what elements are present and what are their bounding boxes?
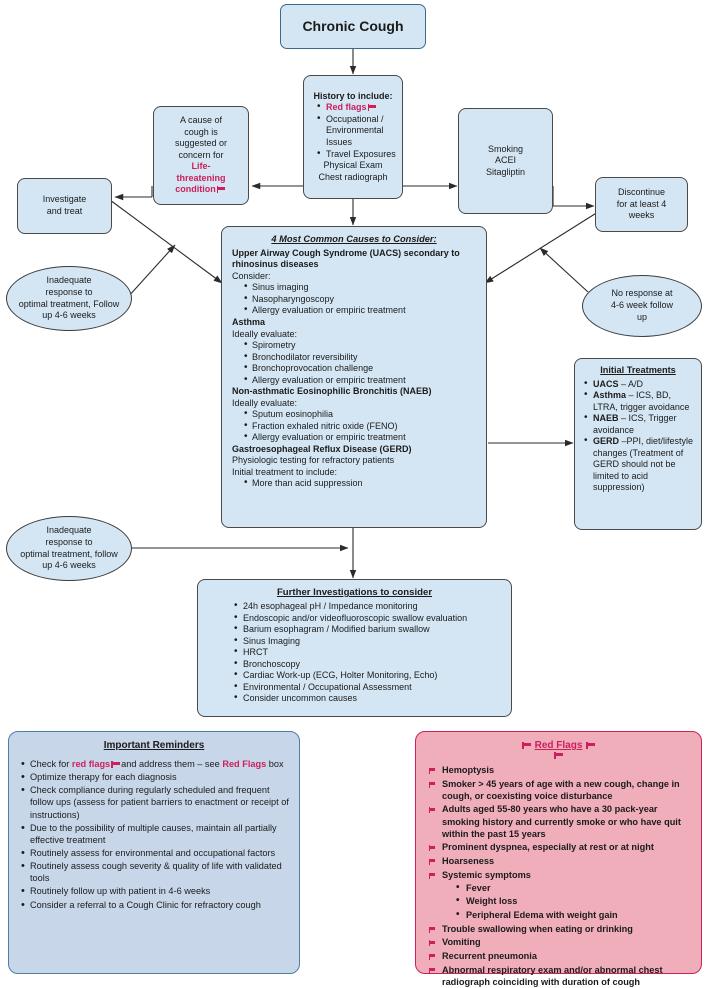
discontinue-line-1: Discontinue (617, 187, 666, 198)
red-flag-icon (586, 742, 595, 749)
list-item: • UACS – A/D (584, 379, 694, 391)
list-item: Adults aged 55-80 years who have a 30 pack-year smoking history and currently smoke or who have quit within the past 15 years (426, 803, 691, 839)
red-flag-icon (554, 752, 563, 759)
inad-bot-4: up 4-6 weeks (42, 560, 96, 571)
cause-red-1: Life- (191, 161, 211, 172)
inad-bot-2: response to (45, 536, 93, 547)
list-item: Smoker > 45 years of age with a new cough, change in cough, or coexisting voice disturbance (426, 778, 691, 802)
smoking-line-2: ACEI (494, 155, 516, 166)
list-item: • Occupational / Environmental Issues (317, 114, 397, 149)
red-flags-title-wrap (426, 740, 691, 760)
list-item: • Bronchoprovocation challenge (244, 363, 476, 375)
cause-red-3: condition (175, 184, 216, 195)
list-item: Hoarseness (426, 855, 691, 867)
list-item: • Bronchodilator reversibility (244, 352, 476, 364)
gerd-subtitle: Physiologic testing for refractory patients (232, 455, 395, 466)
list-item: • Check for red flags and address them – see Red Flags box (19, 758, 289, 770)
node-cause-suggested (153, 106, 249, 205)
list-item: • Optimize therapy for each diagnosis (19, 771, 289, 783)
inad-bot-3: optimal treatment, follow (20, 548, 118, 559)
further-inv-list (210, 601, 499, 705)
node-common-causes (221, 226, 487, 528)
node-discontinue (595, 177, 688, 232)
list-item: • Weight loss (456, 895, 691, 907)
asthma-subtitle: Ideally evaluate: (232, 328, 298, 339)
node-investigate-and-treat (17, 178, 112, 234)
cause-line-2: cough is (184, 126, 218, 137)
smoking-line-3: Sitagliptin (485, 166, 526, 177)
list-item: Systemic symptoms • Fever • Weight loss • Peripheral Edema with weight gain (426, 869, 691, 922)
node-smoking-acei-sitagliptin (458, 108, 553, 214)
uacs-bullets (232, 282, 476, 317)
initial-treatments-list (582, 379, 694, 494)
important-reminders-list (19, 758, 289, 911)
smoking-line-1: Smoking (487, 143, 523, 154)
list-item: Abnormal respiratory exam and/or abnormal chest radiograph coinciding with duration of cough (426, 964, 691, 988)
list-item: • Environmental / Occupational Assessment (234, 682, 499, 694)
list-item: • Bronchoscopy (234, 659, 499, 671)
noresp-3: up (636, 311, 647, 322)
node-chronic-cough (280, 4, 426, 49)
gerd-title: Gastroesophageal Reflux Disease (GERD) (232, 443, 412, 454)
red-flags-title: Red Flags (534, 740, 583, 751)
inad-top-2: response to (45, 286, 93, 297)
list-item: • Consider a referral to a Cough Clinic for refractory cough (19, 899, 289, 911)
discontinue-line-2: for at least 4 (616, 198, 667, 209)
list-item: • Routinely follow up with patient in 4-6 weeks (19, 885, 289, 897)
node-inadequate-response-bottom (6, 516, 132, 581)
uacs-subtitle: Consider: (232, 270, 271, 281)
list-item: • Fraction exhaled nitric oxide (FENO) (244, 421, 476, 433)
node-further-investigations (197, 579, 512, 717)
inad-top-1: Inadequate (46, 275, 92, 286)
important-reminders-title: Important Reminders (103, 740, 205, 751)
history-line-1: Physical Exam (323, 160, 383, 171)
list-item: • Peripheral Edema with weight gain (456, 909, 691, 921)
naeb-title: Non-asthmatic Eosinophilic Bronchitis (NAEB) (232, 386, 432, 397)
list-item: • Due to the possibility of multiple causes, maintain all partially effective treatment (19, 822, 289, 846)
cause-line-3: suggested or (174, 138, 228, 149)
list-item: Prominent dyspnea, especially at rest or at night (426, 841, 691, 853)
section-uacs (232, 248, 476, 317)
node-inadequate-response-top (6, 266, 132, 331)
list-item: • Allergy evaluation or empiric treatment (244, 375, 476, 387)
list-item: • Allergy evaluation or empiric treatment (244, 305, 476, 317)
initial-treatments-heading: Initial Treatments (600, 365, 676, 375)
section-gerd (232, 444, 476, 490)
red-flag-icon (368, 104, 377, 111)
chronic-cough-label: Chronic Cough (302, 17, 404, 34)
list-item: • Endoscopic and/or videofluoroscopic swallow evaluation (234, 613, 499, 625)
noresp-1: No response at (611, 288, 673, 299)
list-item: • More than acid suppression (244, 478, 476, 490)
section-asthma (232, 317, 476, 386)
list-item: • Routinely assess for environmental and occupational factors (19, 847, 289, 859)
list-item: • Nasopharyngoscopy (244, 294, 476, 306)
panel-red-flags (415, 731, 702, 987)
list-item: • Cardiac Work-up (ECG, Holter Monitoring, Echo) (234, 670, 499, 682)
inad-top-3: optimal treatment, Follow (18, 298, 120, 309)
list-item: • Sputum eosinophilia (244, 409, 476, 421)
further-inv-heading: Further Investigations to consider (276, 587, 433, 598)
history-bullets (309, 102, 397, 160)
list-item: Hemoptysis (426, 764, 691, 776)
list-item: Vomiting (426, 936, 691, 948)
list-item: • NAEB – ICS, Trigger avoidance (584, 413, 694, 436)
inad-bot-1: Inadequate (46, 525, 92, 536)
red-flags-sublist (442, 882, 691, 921)
red-flag-icon (522, 742, 531, 749)
list-item: • Travel Exposures (317, 149, 397, 161)
gerd-subtitle2: Initial treatment to include: (232, 466, 338, 477)
gerd-bullets (232, 478, 476, 490)
cause-line-1: A cause of (179, 115, 223, 126)
red-flags-list (426, 764, 691, 988)
common-causes-heading: 4 Most Common Causes to Consider: (271, 234, 437, 244)
panel-important-reminders (8, 731, 300, 974)
history-heading: History to include: (313, 90, 393, 101)
list-item: Trouble swallowing when eating or drinking (426, 923, 691, 935)
discontinue-line-3: weeks (628, 210, 655, 221)
list-item: • Allergy evaluation or empiric treatment (244, 432, 476, 444)
investigate-line-2: and treat (46, 206, 83, 216)
node-history-to-include (303, 75, 403, 199)
list-item: • Barium esophagram / Modified barium swallow (234, 624, 499, 636)
investigate-line-1: Investigate (42, 194, 87, 205)
asthma-title: Asthma (232, 316, 266, 327)
list-item: • Asthma – ICS, BD, LTRA, trigger avoidance (584, 390, 694, 413)
list-item: • Check compliance during regularly scheduled and frequent follow ups (assess for patient barriers to enactment or receipt of instructions) (19, 784, 289, 820)
node-no-response (582, 275, 702, 337)
red-flag-icon-extra-wrap (426, 750, 691, 760)
list-item: Recurrent pneumonia (426, 950, 691, 962)
list-item: • Sinus Imaging (234, 636, 499, 648)
cause-red-3-wrap (159, 184, 243, 196)
red-flag-icon (217, 186, 226, 193)
list-item: • 24h esophageal pH / Impedance monitoring (234, 601, 499, 613)
list-item: • HRCT (234, 647, 499, 659)
naeb-bullets (232, 409, 476, 444)
uacs-title: Upper Airway Cough Syndrome (UACS) secondary to rhinosinus diseases (232, 247, 460, 270)
list-item: • Consider uncommon causes (234, 693, 499, 705)
list-item: • GERD –PPI, diet/lifestyle changes (Treatment of GERD should not be limited to acid suppression) (584, 436, 694, 494)
cause-line-4: concern for (178, 149, 224, 160)
node-initial-treatments (574, 358, 702, 530)
red-flag-icon (111, 761, 120, 768)
list-item: • Spirometry (244, 340, 476, 352)
inad-top-4: up 4-6 weeks (42, 310, 96, 321)
history-line-2: Chest radiograph (318, 171, 388, 182)
list-item: • Routinely assess cough severity & quality of life with validated tools (19, 860, 289, 884)
noresp-2: 4-6 week follow (610, 300, 674, 311)
list-item: • Red flags (317, 102, 397, 114)
naeb-subtitle: Ideally evaluate: (232, 397, 298, 408)
list-item: • Sinus imaging (244, 282, 476, 294)
list-item: • Fever (456, 882, 691, 894)
cause-red-2: threatening (176, 172, 226, 183)
asthma-bullets (232, 340, 476, 386)
section-naeb (232, 386, 476, 444)
